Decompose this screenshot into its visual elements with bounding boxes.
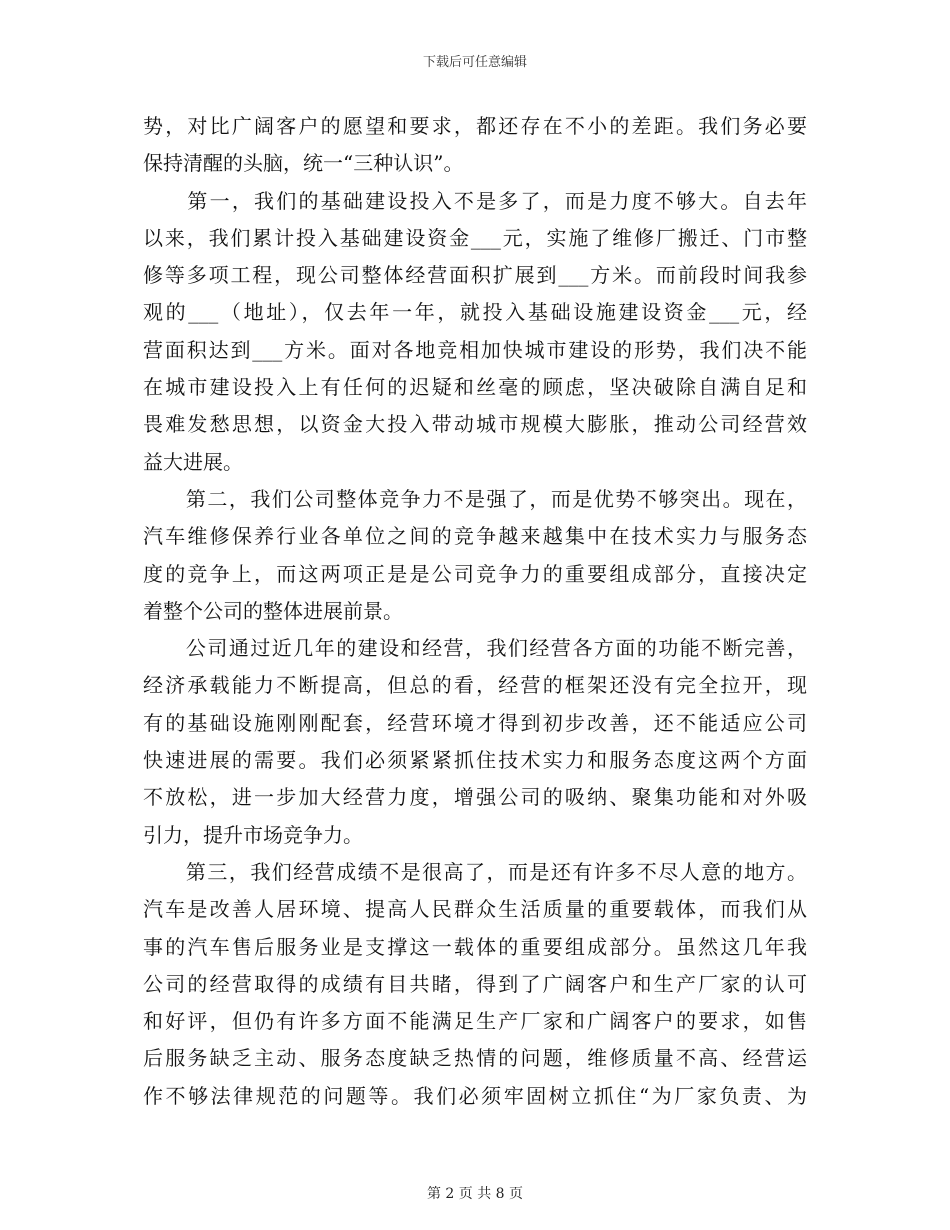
text-line: 畏难发愁思想，以资金大投入带动城市规模大膨胀，推动公司经营效	[143, 412, 807, 437]
text-line: 第一，我们的基础建设投入不是多了，而是力度不够大。自去年	[143, 188, 807, 213]
page-number: 第 2 页 共 8 页	[426, 1186, 524, 1202]
text-line: 势，对比广阔客户的愿望和要求，都还存在不小的差距。我们务必要	[143, 114, 807, 138]
text-line: 第三，我们经营成绩不是很高了，而是还有许多不尽人意的地方。	[143, 859, 807, 884]
text-line: 度的竞争上，而这两项正是是公司竞争力的重要组成部分，直接决定	[143, 561, 807, 586]
text-line: 有的基础设施刚刚配套，经营环境才得到初步改善，还不能适应公司	[143, 710, 807, 735]
text-line: 营面积达到___方米。面对各地竞相加快城市建设的形势，我们决不能	[143, 337, 807, 362]
text-line: 益大进展。	[143, 449, 243, 474]
text-line: 第二，我们公司整体竞争力不是强了，而是优势不够突出。现在，	[143, 486, 807, 511]
document-body	[143, 108, 807, 1115]
text-line: 和好评，但仍有许多方面不能满足生产厂家和广阔客户的要求，如售	[143, 1009, 807, 1034]
text-line: 保持清醒的头脑，统一“三种认识”。	[143, 151, 464, 176]
text-line: 汽车维修保养行业各单位之间的竞争越来越集中在技术实力与服务态	[143, 524, 807, 549]
text-line: 事的汽车售后服务业是支撑这一载体的重要组成部分。虽然这几年我	[143, 934, 807, 959]
text-line: 汽车是改善人居环境、提高人民群众生活质量的重要载体，而我们从	[143, 897, 807, 922]
text-line: 快速进展的需要。我们必须紧紧抓住技术实力和服务态度这两个方面	[143, 748, 807, 773]
text-line: 观的___（地址），仅去年一年，就投入基础设施建设资金___元，经	[143, 300, 807, 325]
text-line: 经济承载能力不断提高，但总的看，经营的框架还没有完全拉开，现	[143, 673, 807, 698]
text-line: 着整个公司的整体进展前景。	[143, 598, 403, 623]
text-line: 后服务缺乏主动、服务态度缺乏热情的问题，维修质量不高、经营运	[143, 1046, 807, 1071]
page-header: 下载后可任意编辑	[422, 55, 527, 70]
text-line: 在城市建设投入上有任何的迟疑和丝毫的顾虑，坚决破除自满自足和	[143, 375, 807, 400]
text-line: 作不够法律规范的问题等。我们必须牢固树立抓住“为厂家负责、为	[143, 1083, 807, 1108]
text-line: 修等多项工程，现公司整体经营面积扩展到___方米。而前段时间我参	[143, 263, 807, 288]
text-line: 引力，提升市场竞争力。	[143, 822, 363, 847]
text-line: 以来，我们累计投入基础建设资金___元，实施了维修厂搬迁、门市整	[143, 225, 807, 250]
text-line: 公司的经营取得的成绩有目共睹，得到了广阔客户和生产厂家的认可	[143, 971, 807, 996]
text-line: 不放松，进一步加大经营力度，增强公司的吸纳、聚集功能和对外吸	[143, 785, 807, 810]
text-line: 公司通过近几年的建设和经营，我们经营各方面的功能不断完善，	[143, 636, 807, 661]
